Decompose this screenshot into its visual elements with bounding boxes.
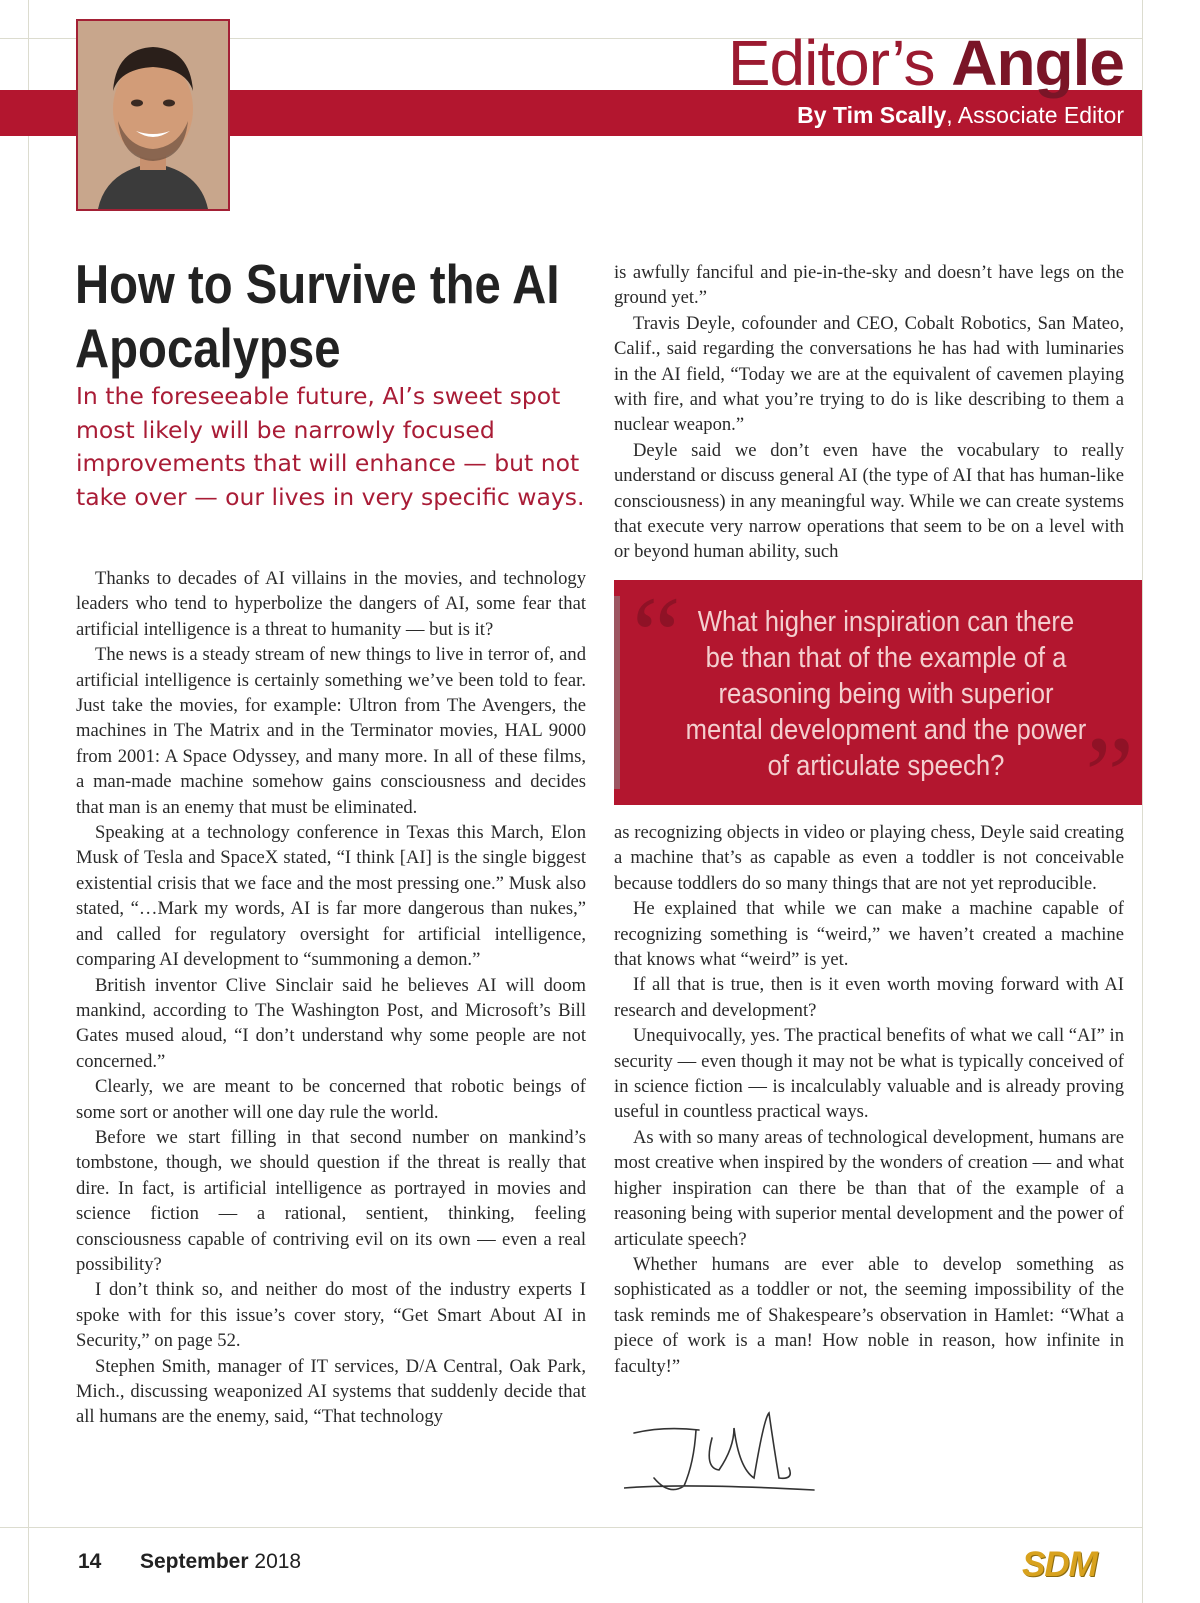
left-guide bbox=[28, 0, 29, 1603]
paragraph: Unequivocally, yes. The practical benefits of what we call “AI” in security — even though it may not be what is typically conceived of in science fiction — is incalculably valuable and is already proving useful in countless practical ways. bbox=[614, 1025, 1124, 1123]
paragraph: Before we start filling in that second number on mankind’s tombstone, though, we should question if the threat is really that dire. In fact, is artificial intelligence as portrayed in movies and science fiction — a rational, sentient, thinking, feeling consciousness capable of contriving evil on its own — even a real possibility? bbox=[76, 1126, 586, 1275]
open-quote-icon: “ bbox=[632, 574, 681, 696]
paragraph: British inventor Clive Sinclair said he believes AI will doom mankind, according to The Washington Post, and Microsoft’s Bill Gates mused aloud, “I don’t understand why some people are not concerned.” bbox=[76, 974, 586, 1072]
paragraph: Speaking at a technology conference in Texas this March, Elon Musk of Tesla and SpaceX stated, “I think [AI] is the single biggest existential crisis that we face and the most pressing one.” Musk also stated, “…Mark my words, AI is far more dangerous than nukes,” and called for regulatory oversight for artificial intelligence, comparing AI development to “summoning a demon.” bbox=[76, 822, 586, 971]
close-quote-icon: ” bbox=[1085, 714, 1134, 836]
department-title-light: Editor’s bbox=[727, 27, 952, 99]
byline-title: , Associate Editor bbox=[946, 102, 1124, 128]
body-column-1 bbox=[76, 566, 586, 1430]
author-photo bbox=[76, 19, 230, 211]
paragraph: The news is a steady stream of new things to live in terror of, and artificial intelligence is certainly something we’ve been told to fear. Just take the movies, for example: Ultron from The Avengers, the machines in The Matrix and in the Terminator movies, HAL 9000 from 2001: A Space Odyssey, and many more. In all of these films, a man-made machine somehow gains consciousness and decides that man is an enemy that must be eliminated. bbox=[76, 644, 586, 818]
pull-quote bbox=[614, 574, 1142, 836]
footer-rule bbox=[0, 1527, 1142, 1528]
body-column-2-bottom bbox=[614, 820, 1124, 1379]
author-portrait-image bbox=[78, 21, 228, 209]
article-deck: In the foreseeable future, AI’s sweet spot most likely will be narrowly focused improvements that will enhance — but not take over — our lives in very specific ways. bbox=[76, 382, 585, 511]
paragraph: is awfully fanciful and pie-in-the-sky and doesn’t have legs on the ground yet.” bbox=[614, 262, 1124, 309]
signature-image bbox=[624, 1408, 824, 1503]
issue-date bbox=[140, 1550, 301, 1574]
paragraph: If all that is true, then is it even worth moving forward with AI research and development? bbox=[614, 974, 1124, 1021]
right-guide bbox=[1142, 0, 1143, 1603]
page-number: 14 bbox=[78, 1550, 102, 1573]
paragraph: As with so many areas of technological development, humans are most creative when inspired by the wonders of creation — and what higher inspiration can there be than that of the example of a reasoning being with superior mental development and the power of articulate speech? bbox=[614, 1126, 1124, 1250]
pull-quote-text: What higher inspiration can there be than that of the example of a reasoning being with superior mental development and the power of articulate speech? bbox=[685, 606, 1087, 782]
article-headline: How to Survive the AI Apocalypse bbox=[75, 253, 560, 379]
paragraph: Whether humans are ever able to develop something as sophisticated as a toddler or not, the seeming impossibility of the task reminds me of Shakespeare’s observation in Hamlet: “What a piece of work is a man! How noble in reason, how infinite in faculty!” bbox=[614, 1253, 1124, 1377]
department-title-bold: Angle bbox=[951, 27, 1124, 99]
paragraph: as recognizing objects in video or playing chess, Deyle said creating a machine that’s as capable as even a toddler is not conceivable because toddlers do so many things that are not yet reproducible. bbox=[614, 822, 1124, 894]
paragraph: Deyle said we don’t even have the vocabulary to really understand or discuss general AI (the type of AI that has human-like consciousness) in any meaningful way. While we can create systems that execute very narrow operations that seem to be on a level with or beyond human ability, such bbox=[614, 439, 1124, 563]
sdm-logo: SDM bbox=[1022, 1545, 1097, 1584]
paragraph: Clearly, we are meant to be concerned that robotic beings of some sort or another will one day rule the world. bbox=[76, 1076, 586, 1123]
issue-year: 2018 bbox=[254, 1550, 302, 1573]
department-title bbox=[728, 28, 1124, 98]
byline-name: By Tim Scally bbox=[797, 102, 947, 128]
paragraph: Travis Deyle, cofounder and CEO, Cobalt Robotics, San Mateo, Calif., said regarding the conversations he has had with luminaries in the AI field, “Today we are at the equivalent of cavemen playing with fire, and what you’re trying to do is like describing to them a nuclear weapon.” bbox=[614, 312, 1124, 436]
paragraph: He explained that while we can make a machine capable of recognizing something is “weird,” we haven’t created a machine that knows what “weird” is yet. bbox=[614, 898, 1124, 971]
issue-month: September bbox=[140, 1550, 249, 1573]
pull-quote-rule bbox=[614, 596, 620, 789]
byline bbox=[797, 102, 1124, 129]
body-column-2-top bbox=[614, 260, 1124, 565]
paragraph: I don’t think so, and neither do most of the industry experts I spoke with for this issue’s cover story, “Get Smart About AI in Security,” on page 52. bbox=[76, 1279, 586, 1352]
paragraph: Thanks to decades of AI villains in the movies, and technology leaders who tend to hyperbolize the dangers of AI, some fear that artificial intelligence is a threat to humanity — but is it? bbox=[76, 568, 586, 640]
paragraph: Stephen Smith, manager of IT services, D/A Central, Oak Park, Mich., discussing weaponized AI systems that suddenly decide that all humans are the enemy, said, “That technology bbox=[76, 1355, 586, 1428]
